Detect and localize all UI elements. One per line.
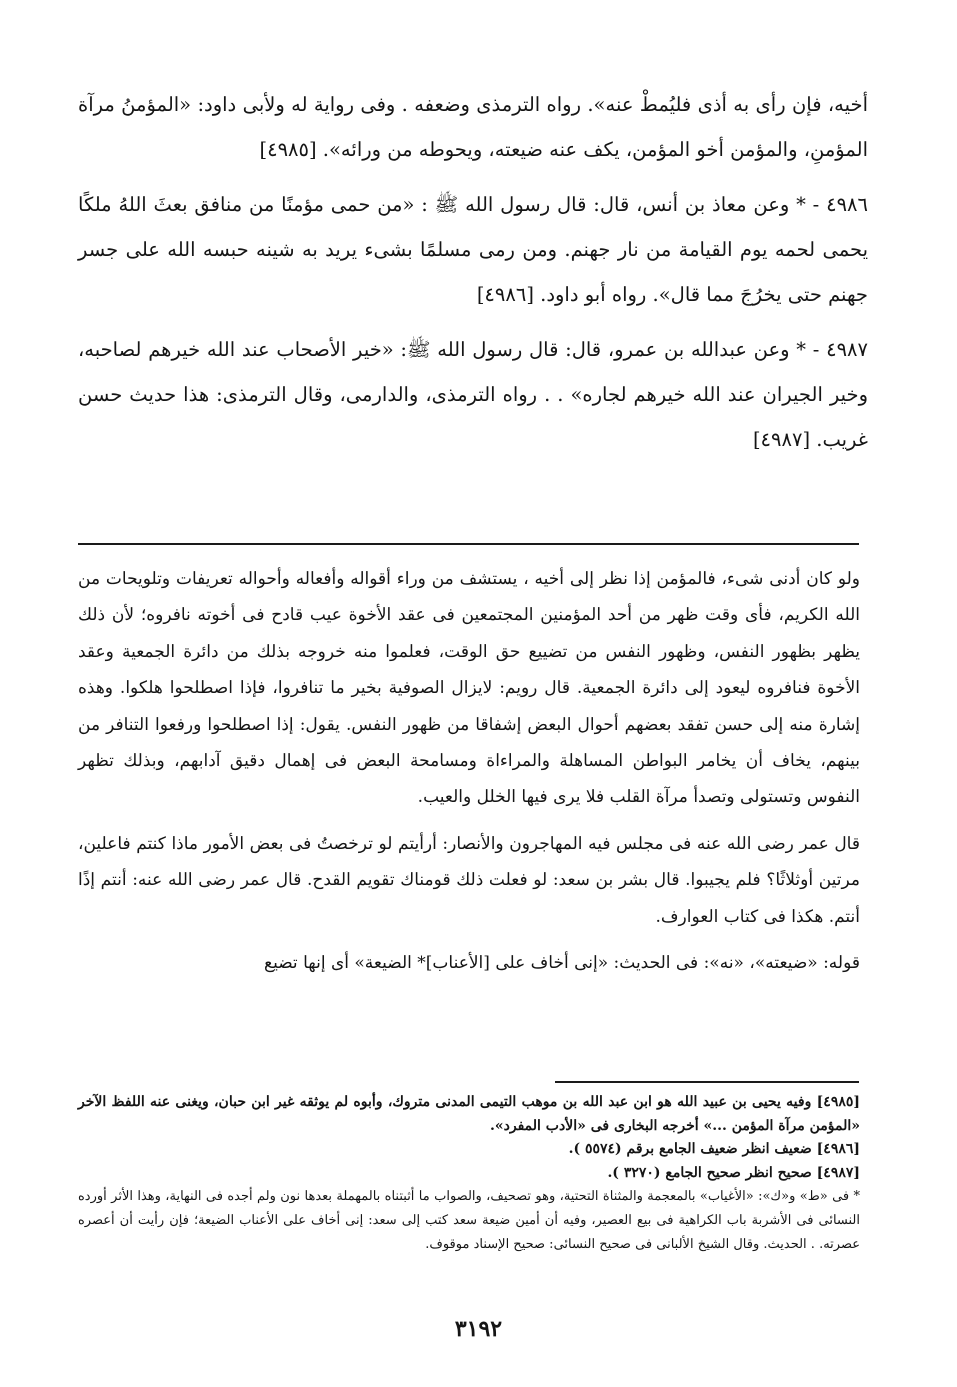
- commentary-section: [78, 561, 860, 991]
- footnote-divider: [555, 1081, 859, 1083]
- footnote-4985: [٤٩٨٥] وفيه يحيى بن عبيد الله هو ابن عبد الله بن موهب التيمى المدنى متروك، وأبوه لم يوثقه غير ابن حبان، ويغنى عنه اللفظ الآخر «المؤمن مرآة المؤمن ...» أخرجه البخارى فى «الأدب المفرد».: [78, 1094, 860, 1134]
- footnote-asterisk-note: * فى «ط» و«ك»: «الأغياب» بالمعجمة والمثناة التحتية، وهو تصحيف، والصواب ما أثبتناه بالمهملة بعدها نون ولم أجده فى النهاية، وهذا الأثر أورده النسائى فى الأشربة باب الكراهية فى بيع العصير، وفيه أن أمين ضيعة سعد كتب إلى سعد: إنى أخاف على الأعناب الضيعة؛ فإن رأيت أن أعصره عصرته. . الحديث. وقال الشيخ الألبانى فى صحيح النسائى: صحيح الإسناد موقوف.: [78, 1189, 860, 1252]
- hadith-4985-continuation: أخيه، فإن رأى به أذى فليُمطْ عنه». رواه الترمذى وضعفه . وفى رواية له ولأبى داود: «المؤمنُ مرآة المؤمنِ، والمؤمن أخو المؤمن، يكف عنه ضيعته، ويحوطه من ورائه». [٤٩٨٥]: [78, 93, 868, 161]
- hadith-4987: ٤٩٨٧ - * وعن عبدالله بن عمرو، قال: قال رسول الله ﷺ: «خير الأصحاب عند الله خيرهم لصاحبه، وخير الجيران عند الله خيرهم لجاره» . . رواه الترمذى، والدارمى، وقال الترمذى: هذا حديث حسن غريب. [٤٩٨٧]: [78, 338, 868, 451]
- hadith-text-section: [78, 82, 868, 472]
- commentary-paragraph: ولو كان أدنى شىء، فالمؤمن إذا نظر إلى أخيه ، يستشف من وراء أقواله وأفعاله وأحواله تعريفات وتلويحات من الله الكريم، فأى وقت ظهر من أحد المؤمنين المجتمعين فى عقد الأخوة عيب قادح فى أخوته نافروه؛ لأن ذلك يظهر بظهور النفس، وظهور النفس من تضييع حق الوقت، فعلموا منه خروجه بذلك من دائرة الجمعية وعقد الأخوة فنافروه ليعود إلى دائرة الجمعية. قال رويم: لايزال الصوفية بخير ما تنافروا، فإذا اصطلحوا هلكوا. وهذه إشارة منه إلى حسن تفقد بعضهم أحوال البعض إشفاقا من ظهور النفس. يقول: إذا اصطلحوا ورفعوا التنافر من بينهم، يخاف أن يخامر البواطن المساهلة والمراءاة ومسامحة البعض فى إهمال دقيق آدابهم، وبذلك تظهر النفوس وتستولى وتصدأ مرآة القلب فلا يرى فيها الخلل والعيب.: [78, 569, 860, 808]
- footnote-4987: [٤٩٨٧] صحيح انظر صحيح الجامع (٣٢٧٠ ).: [607, 1164, 860, 1181]
- page-number: ٣١٩٢: [454, 1316, 503, 1342]
- footnotes-section: [78, 1091, 860, 1256]
- footnote-4986: [٤٩٨٦] ضعيف انظر ضعيف الجامع برقم (٥٥٧٤ ).: [568, 1141, 860, 1158]
- commentary-paragraph: قال عمر رضى الله عنه فى مجلس فيه المهاجرون والأنصار: أرأيتم لو ترخصتُ فى بعض الأمور ماذا كنتم فاعلين، مرتين أوثلاثًا؟ فلم يجيبوا. قال بشر بن سعد: لو فعلت ذلك قومناك تقويم القدح. قال عمر رضى الله عنه: أنتم إذًا أنتم. هكذا فى كتاب العوارف.: [78, 833, 860, 927]
- main-divider: [78, 543, 859, 545]
- commentary-paragraph: قوله: «ضيعته»، «نه»: فى الحديث: «إنى أخاف على [الأعناب]* الضيعة» أى إنها تضيع: [264, 953, 860, 974]
- hadith-4986: ٤٩٨٦ - * وعن معاذ بن أنس، قال: قال رسول الله ﷺ : «من حمى مؤمنًا من منافق بعثَ اللهُ ملكًا يحمى لحمه يوم القيامة من نار جهنم. ومن رمى مسلمًا بشىء يريد به شينه حبسه الله على جسر جهنم حتى يخرُجَ مما قال». رواه أبو داود. [٤٩٨٦]: [78, 193, 868, 306]
